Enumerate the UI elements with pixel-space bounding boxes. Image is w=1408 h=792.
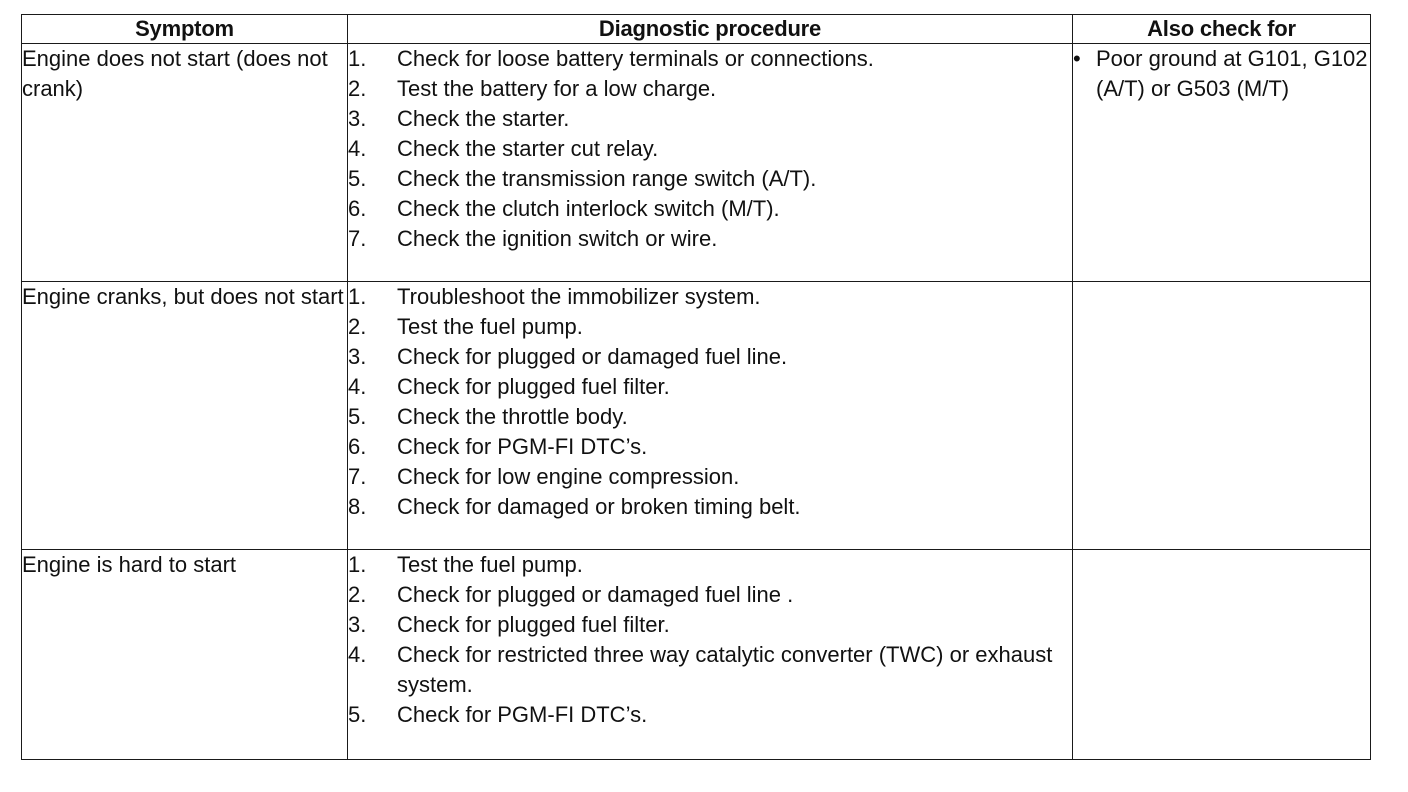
step-text: Check for PGM-FI DTC’s.	[397, 702, 648, 727]
step-text: Check for loose battery terminals or connections.	[397, 46, 874, 71]
table-row	[22, 44, 1371, 282]
table-row	[22, 282, 1371, 550]
procedure-step	[348, 164, 1072, 194]
step-text: Check the clutch interlock switch (M/T).	[397, 196, 780, 221]
step-text: Check for plugged or damaged fuel line .	[397, 582, 794, 607]
step-text: Check the starter cut relay.	[397, 136, 659, 161]
header-also-check-for: Also check for	[1073, 15, 1371, 44]
step-text: Test the fuel pump.	[397, 314, 583, 339]
step-text: Check the transmission range switch (A/T).	[397, 166, 817, 191]
procedure-list	[348, 550, 1072, 730]
step-text: Check for damaged or broken timing belt.	[397, 494, 801, 519]
troubleshooting-sheet	[21, 14, 1370, 766]
also-check-text: Poor ground at G101, G102 (A/T) or G503 (M/T)	[1096, 46, 1368, 101]
step-number: 7.	[348, 226, 367, 251]
procedure-step	[348, 610, 1072, 640]
step-number: 2.	[348, 582, 367, 607]
procedure-step	[348, 700, 1072, 730]
procedure-step	[348, 580, 1072, 610]
also-check-cell	[1073, 44, 1371, 282]
procedure-step	[348, 640, 1072, 700]
procedure-step	[348, 44, 1072, 74]
procedure-step	[348, 372, 1072, 402]
step-text: Check for plugged fuel filter.	[397, 374, 670, 399]
step-number: 3.	[348, 106, 367, 131]
step-number: 7.	[348, 464, 367, 489]
diagnostic-table	[21, 14, 1371, 760]
procedure-step	[348, 104, 1072, 134]
step-text: Check for low engine compression.	[397, 464, 740, 489]
step-number: 8.	[348, 494, 367, 519]
step-number: 3.	[348, 612, 367, 637]
step-number: 1.	[348, 46, 367, 71]
header-row	[22, 15, 1371, 44]
also-check-cell	[1073, 550, 1371, 760]
symptom-cell: Engine does not start (does not crank)	[22, 44, 348, 282]
procedure-step	[348, 282, 1072, 312]
step-text: Check for PGM-FI DTC’s.	[397, 434, 648, 459]
symptom-cell: Engine cranks, but does not start	[22, 282, 348, 550]
step-number: 4.	[348, 136, 367, 161]
procedure-step	[348, 342, 1072, 372]
step-number: 5.	[348, 404, 367, 429]
procedure-step	[348, 134, 1072, 164]
procedure-cell	[348, 550, 1073, 760]
header-diagnostic-procedure: Diagnostic procedure	[348, 15, 1073, 44]
procedure-list	[348, 44, 1072, 254]
step-number: 6.	[348, 196, 367, 221]
procedure-step	[348, 462, 1072, 492]
also-check-cell	[1073, 282, 1371, 550]
step-text: Check for plugged fuel filter.	[397, 612, 670, 637]
step-text: Test the battery for a low charge.	[397, 76, 717, 101]
step-number: 4.	[348, 642, 367, 667]
procedure-step	[348, 432, 1072, 462]
step-number: 2.	[348, 76, 367, 101]
step-number: 5.	[348, 166, 367, 191]
step-number: 2.	[348, 314, 367, 339]
procedure-list	[348, 282, 1072, 522]
table-row	[22, 550, 1371, 760]
step-number: 4.	[348, 374, 367, 399]
step-number: 5.	[348, 702, 367, 727]
procedure-step	[348, 74, 1072, 104]
procedure-step	[348, 492, 1072, 522]
procedure-step	[348, 224, 1072, 254]
header-symptom: Symptom	[22, 15, 348, 44]
step-text: Test the fuel pump.	[397, 552, 583, 577]
step-text: Check for restricted three way catalytic converter (TWC) or exhaust system.	[397, 642, 1053, 697]
procedure-cell	[348, 282, 1073, 550]
step-number: 1.	[348, 284, 367, 309]
also-check-item	[1073, 44, 1370, 104]
procedure-step	[348, 312, 1072, 342]
symptom-cell: Engine is hard to start	[22, 550, 348, 760]
step-text: Check the starter.	[397, 106, 570, 131]
procedure-cell	[348, 44, 1073, 282]
step-text: Troubleshoot the immobilizer system.	[397, 284, 761, 309]
step-text: Check for plugged or damaged fuel line.	[397, 344, 788, 369]
step-number: 6.	[348, 434, 367, 459]
procedure-step	[348, 194, 1072, 224]
procedure-step	[348, 402, 1072, 432]
bullet-icon: •	[1073, 46, 1081, 71]
procedure-step	[348, 550, 1072, 580]
step-text: Check the throttle body.	[397, 404, 628, 429]
step-number: 3.	[348, 344, 367, 369]
step-number: 1.	[348, 552, 367, 577]
step-text: Check the ignition switch or wire.	[397, 226, 718, 251]
